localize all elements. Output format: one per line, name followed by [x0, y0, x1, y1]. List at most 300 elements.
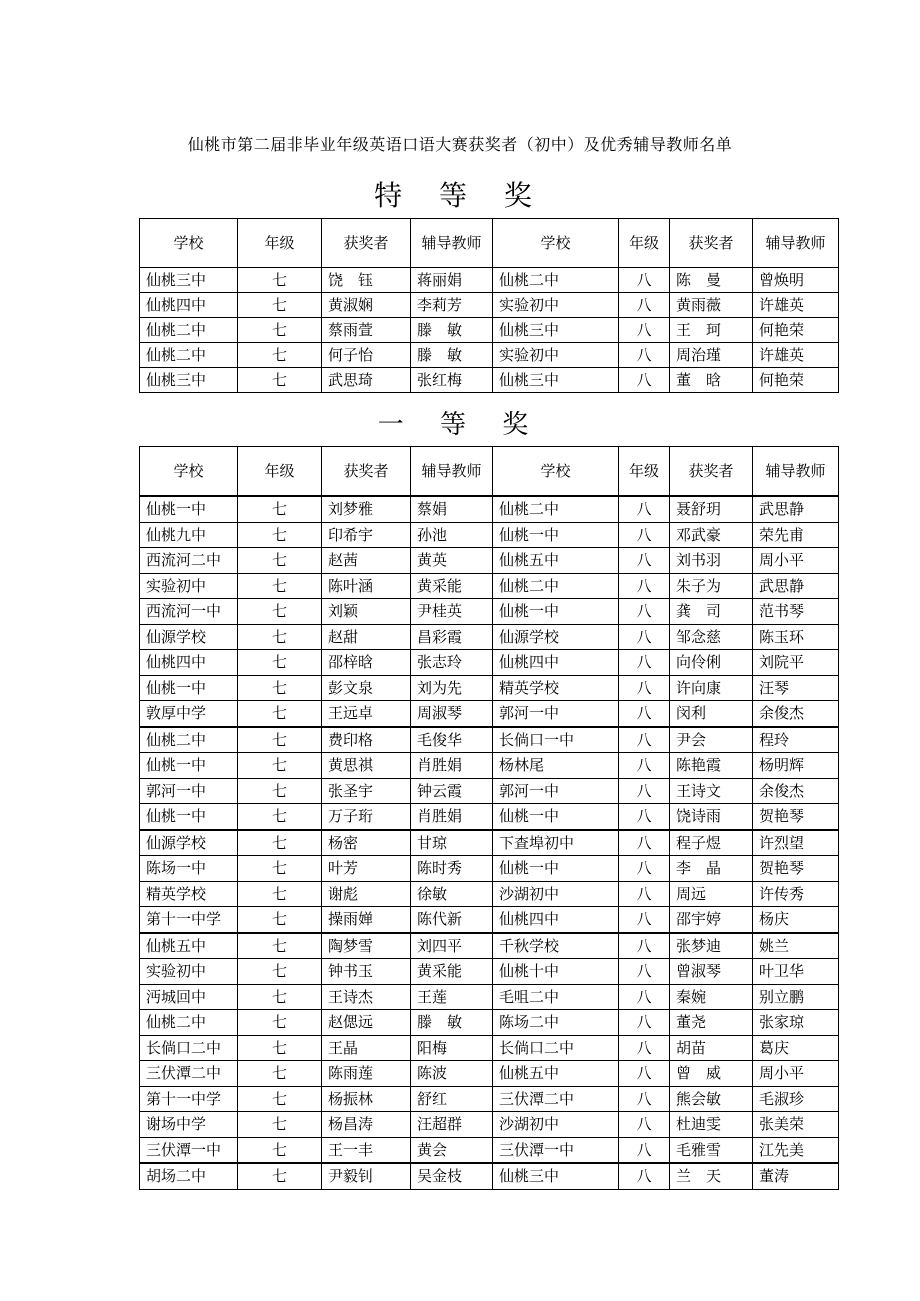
table-cell: 八: [619, 1010, 670, 1036]
table-cell: 刘院平: [753, 650, 839, 676]
table-cell: 七: [238, 881, 322, 907]
table-cell: 仙桃一中: [493, 522, 619, 548]
table-cell: 余俊杰: [753, 778, 839, 804]
table-cell: 七: [238, 268, 322, 293]
table-cell: 操雨婵: [322, 907, 411, 933]
table-cell: 汪琴: [753, 675, 839, 701]
table-row: [140, 624, 839, 650]
table-cell: 八: [619, 343, 670, 368]
table-cell: 赵偲远: [322, 1010, 411, 1036]
table-row: [140, 599, 839, 625]
first-award-table: [139, 446, 839, 1190]
table-cell: 八: [619, 573, 670, 599]
table-row: [140, 343, 839, 368]
table-cell: 第十一中学: [140, 1086, 238, 1112]
table-cell: 兰 天: [670, 1163, 753, 1189]
table-cell: 毛咀二中: [493, 984, 619, 1010]
table-cell: 沔城回中: [140, 984, 238, 1010]
table-cell: 阳梅: [411, 1035, 493, 1061]
table-cell: 七: [238, 573, 322, 599]
table-cell: 秦婉: [670, 984, 753, 1010]
table-cell: 姚兰: [753, 933, 839, 959]
table-cell: 郭河一中: [493, 778, 619, 804]
table-cell: 七: [238, 624, 322, 650]
table-row: [140, 1061, 839, 1087]
table-cell: 实验初中: [493, 293, 619, 318]
table-cell: 贺艳琴: [753, 856, 839, 882]
table-cell: 黄思祺: [322, 753, 411, 779]
table-cell: 实验初中: [493, 343, 619, 368]
table-cell: 仙桃十中: [493, 959, 619, 985]
table-cell: 八: [619, 804, 670, 830]
table-cell: 许雄英: [753, 293, 839, 318]
table-cell: 陈时秀: [411, 856, 493, 882]
table-cell: 八: [619, 1137, 670, 1163]
table-cell: 许传秀: [753, 881, 839, 907]
table-row: [140, 548, 839, 574]
table-cell: 七: [238, 830, 322, 856]
column-header: 获奖者: [670, 219, 753, 268]
table-cell: 实验初中: [140, 573, 238, 599]
table-cell: 许烈望: [753, 830, 839, 856]
table-cell: 仙桃三中: [493, 368, 619, 393]
table-cell: 七: [238, 650, 322, 676]
table-header-row: [140, 219, 839, 268]
table-row: [140, 1112, 839, 1138]
table-cell: 杨林尾: [493, 753, 619, 779]
table-cell: 叶卫华: [753, 959, 839, 985]
table-cell: 何艳荣: [753, 318, 839, 343]
table-cell: 刘为先: [411, 675, 493, 701]
table-cell: 黄会: [411, 1137, 493, 1163]
table-cell: 七: [238, 804, 322, 830]
table-cell: 陈艳霞: [670, 753, 753, 779]
table-cell: 周淑琴: [411, 701, 493, 727]
table-cell: 周小平: [753, 548, 839, 574]
table-cell: 周治瑾: [670, 343, 753, 368]
table-cell: 七: [238, 856, 322, 882]
table-row: [140, 701, 839, 727]
table-cell: 七: [238, 1035, 322, 1061]
table-cell: 杨昌涛: [322, 1112, 411, 1138]
table-cell: 八: [619, 881, 670, 907]
table-cell: 毛俊华: [411, 727, 493, 753]
table-cell: 七: [238, 293, 322, 318]
column-header: 年级: [619, 447, 670, 497]
table-cell: 仙桃二中: [140, 1010, 238, 1036]
table-cell: 万子珩: [322, 804, 411, 830]
table-cell: 七: [238, 959, 322, 985]
table-cell: 仙桃一中: [140, 675, 238, 701]
table-cell: 范书琴: [753, 599, 839, 625]
table-cell: 仙桃二中: [140, 318, 238, 343]
table-cell: 王一丰: [322, 1137, 411, 1163]
table-row: [140, 573, 839, 599]
table-cell: 谢场中学: [140, 1112, 238, 1138]
table-cell: 八: [619, 624, 670, 650]
table-row: [140, 984, 839, 1010]
table-cell: 仙桃一中: [493, 856, 619, 882]
column-header: 学校: [493, 219, 619, 268]
table-cell: 许向康: [670, 675, 753, 701]
table-cell: 陈叶涵: [322, 573, 411, 599]
table-cell: 张美荣: [753, 1112, 839, 1138]
table-cell: 胡场二中: [140, 1163, 238, 1189]
table-cell: 刘书羽: [670, 548, 753, 574]
table-cell: 长倘口二中: [493, 1035, 619, 1061]
table-cell: 陈场二中: [493, 1010, 619, 1036]
table-cell: 七: [238, 343, 322, 368]
table-cell: 七: [238, 701, 322, 727]
table-cell: 七: [238, 907, 322, 933]
table-cell: 仙桃一中: [140, 496, 238, 522]
table-cell: 周远: [670, 881, 753, 907]
table-cell: 仙源学校: [140, 624, 238, 650]
table-cell: 黄英: [411, 548, 493, 574]
column-header: 辅导教师: [411, 219, 493, 268]
table-row: [140, 933, 839, 959]
table-cell: 饶诗雨: [670, 804, 753, 830]
table-cell: 董 晗: [670, 368, 753, 393]
table-cell: 陶梦雪: [322, 933, 411, 959]
table-cell: 肖胜娟: [411, 753, 493, 779]
table-cell: 王晶: [322, 1035, 411, 1061]
table-cell: 七: [238, 1086, 322, 1112]
table-cell: 许雄英: [753, 343, 839, 368]
table-cell: 蔡娟: [411, 496, 493, 522]
table-cell: 三伏潭一中: [140, 1137, 238, 1163]
table-cell: 八: [619, 1163, 670, 1189]
table-row: [140, 293, 839, 318]
table-cell: 曾 威: [670, 1061, 753, 1087]
table-cell: 七: [238, 1163, 322, 1189]
table-cell: 贺艳琴: [753, 804, 839, 830]
table-cell: 程玲: [753, 727, 839, 753]
table-cell: 八: [619, 830, 670, 856]
table-cell: 八: [619, 1086, 670, 1112]
table-cell: 邵梓晗: [322, 650, 411, 676]
table-cell: 董涛: [753, 1163, 839, 1189]
table-cell: 第十一中学: [140, 907, 238, 933]
table-cell: 荣先甫: [753, 522, 839, 548]
table-cell: 向伶俐: [670, 650, 753, 676]
table-row: [140, 727, 839, 753]
table-cell: 杜迪雯: [670, 1112, 753, 1138]
table-cell: 赵甜: [322, 624, 411, 650]
table-row: [140, 1163, 839, 1189]
table-cell: 毛雅雪: [670, 1137, 753, 1163]
table-cell: 仙桃九中: [140, 522, 238, 548]
table-cell: 黄采能: [411, 959, 493, 985]
column-header: 学校: [140, 219, 238, 268]
table-cell: 陈玉环: [753, 624, 839, 650]
table-cell: 杨明辉: [753, 753, 839, 779]
table-cell: 长倘口一中: [493, 727, 619, 753]
table-cell: 沙湖初中: [493, 1112, 619, 1138]
column-header: 年级: [238, 447, 322, 497]
table-cell: 叶芳: [322, 856, 411, 882]
table-cell: 陈 曼: [670, 268, 753, 293]
column-header: 获奖者: [322, 219, 411, 268]
table-cell: 邵宇婷: [670, 907, 753, 933]
table-row: [140, 881, 839, 907]
table-cell: 仙源学校: [493, 624, 619, 650]
table-cell: 仙桃二中: [493, 496, 619, 522]
table-cell: 郭河一中: [493, 701, 619, 727]
first-award-heading: 一 等 奖: [377, 410, 543, 440]
table-cell: 仙桃一中: [493, 599, 619, 625]
table-cell: 八: [619, 522, 670, 548]
table-cell: 八: [619, 599, 670, 625]
table-cell: 八: [619, 548, 670, 574]
table-cell: 陈场一中: [140, 856, 238, 882]
table-cell: 张梦迪: [670, 933, 753, 959]
table-cell: 王 珂: [670, 318, 753, 343]
table-cell: 七: [238, 778, 322, 804]
special-award-heading: 特 等 奖: [374, 179, 546, 212]
table-cell: 彭文泉: [322, 675, 411, 701]
table-cell: 八: [619, 675, 670, 701]
table-cell: 西流河二中: [140, 548, 238, 574]
table-cell: 沙湖初中: [493, 881, 619, 907]
table-cell: 仙源学校: [140, 830, 238, 856]
table-cell: 精英学校: [140, 881, 238, 907]
table-cell: 王诗杰: [322, 984, 411, 1010]
table-cell: 八: [619, 907, 670, 933]
column-header: 学校: [493, 447, 619, 497]
table-cell: 赵茜: [322, 548, 411, 574]
table-row: [140, 650, 839, 676]
table-cell: 葛庆: [753, 1035, 839, 1061]
table-cell: 七: [238, 1061, 322, 1087]
table-cell: 李莉芳: [411, 293, 493, 318]
table-cell: 张红梅: [411, 368, 493, 393]
table-cell: 徐敏: [411, 881, 493, 907]
table-row: [140, 368, 839, 393]
table-cell: 七: [238, 933, 322, 959]
table-cell: 精英学校: [493, 675, 619, 701]
table-cell: 刘颖: [322, 599, 411, 625]
table-row: [140, 675, 839, 701]
table-cell: 三伏潭一中: [493, 1137, 619, 1163]
column-header: 辅导教师: [411, 447, 493, 497]
table-cell: 别立鹏: [753, 984, 839, 1010]
table-cell: 七: [238, 548, 322, 574]
table-row: [140, 1035, 839, 1061]
table-cell: 七: [238, 599, 322, 625]
table-cell: 八: [619, 1112, 670, 1138]
table-cell: 王远卓: [322, 701, 411, 727]
table-cell: 八: [619, 778, 670, 804]
table-cell: 程子煜: [670, 830, 753, 856]
table-cell: 杨密: [322, 830, 411, 856]
table-cell: 汪超群: [411, 1112, 493, 1138]
table-cell: 仙桃三中: [140, 368, 238, 393]
table-cell: 仙桃三中: [140, 268, 238, 293]
table-cell: 钟云霞: [411, 778, 493, 804]
table-cell: 七: [238, 318, 322, 343]
table-cell: 陈雨莲: [322, 1061, 411, 1087]
table-cell: 仙桃一中: [493, 804, 619, 830]
table-cell: 八: [619, 318, 670, 343]
table-cell: 八: [619, 650, 670, 676]
table-cell: 刘四平: [411, 933, 493, 959]
table-row: [140, 268, 839, 293]
column-header: 获奖者: [322, 447, 411, 497]
table-cell: 饶 钰: [322, 268, 411, 293]
table-cell: 费印格: [322, 727, 411, 753]
table-cell: 曾焕明: [753, 268, 839, 293]
table-cell: 八: [619, 727, 670, 753]
table-cell: 董尧: [670, 1010, 753, 1036]
table-cell: 王诗文: [670, 778, 753, 804]
table-cell: 七: [238, 496, 322, 522]
table-cell: 李 晶: [670, 856, 753, 882]
table-cell: 仙桃一中: [140, 804, 238, 830]
table-cell: 刘梦雅: [322, 496, 411, 522]
table-cell: 周小平: [753, 1061, 839, 1087]
table-cell: 武思静: [753, 496, 839, 522]
table-cell: 三伏潭二中: [493, 1086, 619, 1112]
table-cell: 尹毅钊: [322, 1163, 411, 1189]
table-row: [140, 907, 839, 933]
table-cell: 八: [619, 701, 670, 727]
table-cell: 毛淑珍: [753, 1086, 839, 1112]
table-cell: 西流河一中: [140, 599, 238, 625]
table-cell: 杨振林: [322, 1086, 411, 1112]
table-cell: 何子怡: [322, 343, 411, 368]
table-cell: 余俊杰: [753, 701, 839, 727]
table-cell: 八: [619, 959, 670, 985]
table-cell: 王莲: [411, 984, 493, 1010]
table-cell: 八: [619, 933, 670, 959]
table-row: [140, 496, 839, 522]
table-cell: 肖胜娟: [411, 804, 493, 830]
table-header-row: [140, 447, 839, 497]
table-cell: 八: [619, 1035, 670, 1061]
column-header: 辅导教师: [753, 447, 839, 497]
table-cell: 仙桃二中: [140, 343, 238, 368]
page-title: 仙桃市第二届非毕业年级英语口语大赛获奖者（初中）及优秀辅导教师名单: [187, 135, 733, 154]
table-cell: 七: [238, 368, 322, 393]
table-cell: 仙桃二中: [140, 727, 238, 753]
table-cell: 滕 敏: [411, 318, 493, 343]
table-cell: 千秋学校: [493, 933, 619, 959]
table-cell: 杨庆: [753, 907, 839, 933]
table-row: [140, 959, 839, 985]
column-header: 年级: [238, 219, 322, 268]
table-cell: 敦厚中学: [140, 701, 238, 727]
table-cell: 尹会: [670, 727, 753, 753]
table-cell: 仙桃五中: [140, 933, 238, 959]
table-cell: 邓武豪: [670, 522, 753, 548]
table-cell: 孙池: [411, 522, 493, 548]
table-cell: 江先美: [753, 1137, 839, 1163]
table-cell: 仙桃一中: [140, 753, 238, 779]
table-row: [140, 522, 839, 548]
special-award-table: [139, 218, 839, 393]
table-row: [140, 1086, 839, 1112]
table-row: [140, 804, 839, 830]
table-cell: 昌彩霞: [411, 624, 493, 650]
table-cell: 七: [238, 1112, 322, 1138]
table-cell: 聂舒玥: [670, 496, 753, 522]
table-cell: 朱子为: [670, 573, 753, 599]
table-cell: 八: [619, 496, 670, 522]
table-cell: 张圣宇: [322, 778, 411, 804]
table-cell: 八: [619, 1061, 670, 1087]
table-cell: 七: [238, 1137, 322, 1163]
table-cell: 邹念慈: [670, 624, 753, 650]
table-cell: 八: [619, 984, 670, 1010]
table-row: [140, 1010, 839, 1036]
table-cell: 仙桃三中: [493, 318, 619, 343]
table-cell: 曾淑琴: [670, 959, 753, 985]
table-row: [140, 1137, 839, 1163]
table-cell: 八: [619, 268, 670, 293]
column-header: 学校: [140, 447, 238, 497]
table-cell: 舒红: [411, 1086, 493, 1112]
table-row: [140, 856, 839, 882]
table-cell: 黄采能: [411, 573, 493, 599]
table-cell: 仙桃四中: [493, 907, 619, 933]
table-cell: 钟书玉: [322, 959, 411, 985]
table-cell: 八: [619, 368, 670, 393]
table-row: [140, 830, 839, 856]
table-cell: 吴金枝: [411, 1163, 493, 1189]
table-cell: 三伏潭二中: [140, 1061, 238, 1087]
table-cell: 七: [238, 1010, 322, 1036]
table-cell: 仙桃四中: [493, 650, 619, 676]
table-cell: 七: [238, 675, 322, 701]
table-cell: 龚 司: [670, 599, 753, 625]
table-cell: 仙桃三中: [493, 1163, 619, 1189]
table-cell: 甘琼: [411, 830, 493, 856]
table-cell: 七: [238, 984, 322, 1010]
table-cell: 胡苗: [670, 1035, 753, 1061]
table-cell: 八: [619, 753, 670, 779]
column-header: 获奖者: [670, 447, 753, 497]
table-cell: 陈代新: [411, 907, 493, 933]
table-cell: 张志玲: [411, 650, 493, 676]
table-row: [140, 318, 839, 343]
table-cell: 武思琦: [322, 368, 411, 393]
table-cell: 七: [238, 753, 322, 779]
table-cell: 闵利: [670, 701, 753, 727]
column-header: 辅导教师: [753, 219, 839, 268]
table-cell: 蔡雨萱: [322, 318, 411, 343]
table-cell: 武思静: [753, 573, 839, 599]
table-cell: 熊会敏: [670, 1086, 753, 1112]
column-header: 年级: [619, 219, 670, 268]
table-cell: 长倘口二中: [140, 1035, 238, 1061]
table-cell: 仙桃二中: [493, 573, 619, 599]
table-cell: 印希宇: [322, 522, 411, 548]
table-cell: 七: [238, 727, 322, 753]
table-cell: 黄雨薇: [670, 293, 753, 318]
table-cell: 蒋丽娟: [411, 268, 493, 293]
table-cell: 何艳荣: [753, 368, 839, 393]
table-cell: 谢彪: [322, 881, 411, 907]
table-cell: 黄淑娴: [322, 293, 411, 318]
table-cell: 仙桃四中: [140, 650, 238, 676]
table-cell: 八: [619, 856, 670, 882]
table-cell: 滕 敏: [411, 343, 493, 368]
table-cell: 滕 敏: [411, 1010, 493, 1036]
table-cell: 实验初中: [140, 959, 238, 985]
table-cell: 下查埠初中: [493, 830, 619, 856]
table-cell: 仙桃五中: [493, 548, 619, 574]
